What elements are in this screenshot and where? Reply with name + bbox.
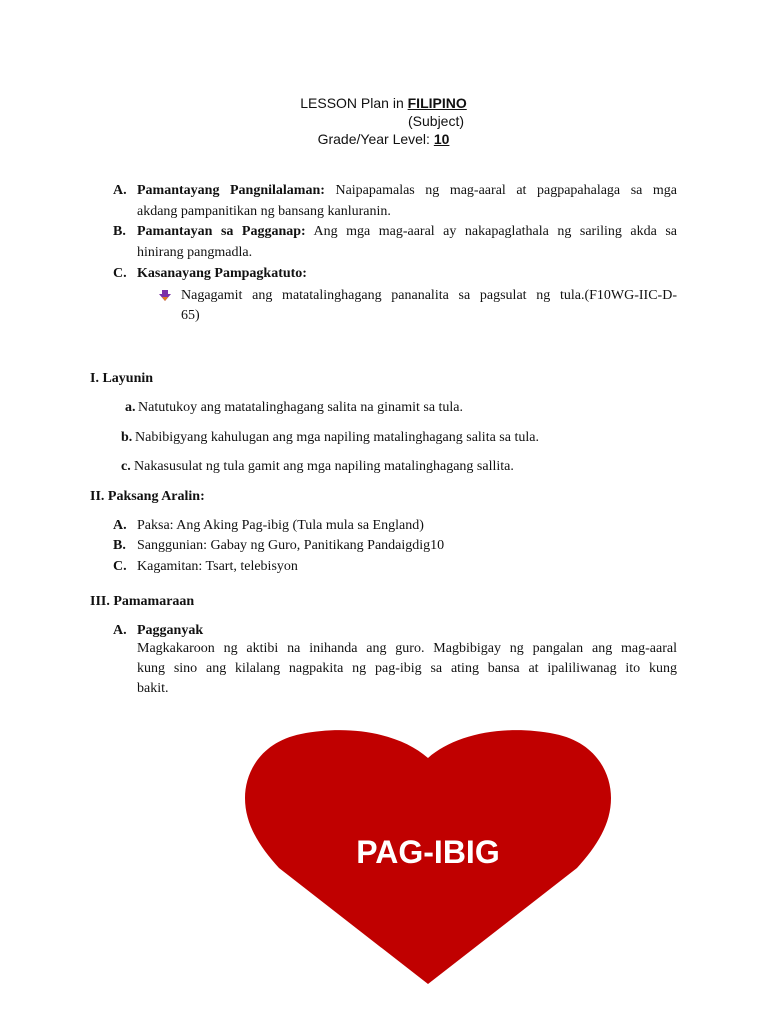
- pamamaraan-heading: III. Pamamaraan: [90, 594, 195, 609]
- standard-a-label: Pamantayang Pangnilalaman:: [137, 183, 325, 198]
- layunin-c-letter: c.: [121, 459, 131, 474]
- heart-label: PAG-IBIG: [356, 834, 500, 870]
- kagamitan-letter: C.: [113, 559, 127, 574]
- paksa-text: Paksa: Ang Aking Pag-ibig (Tula mula sa England): [137, 518, 424, 533]
- standard-b-label: Pamantayan sa Pagganap:: [137, 224, 306, 239]
- pagganyak-line1: Magkakaroon ng aktibi na inihanda ang guro. Magbibigay ng pangalan ang mag-aaral: [137, 641, 677, 656]
- pagganyak-letter: A.: [113, 623, 127, 638]
- competency-line2: 65): [181, 308, 200, 323]
- layunin-heading: I. Layunin: [90, 371, 154, 386]
- standard-b-text1: Ang mga mag-aaral ay nakapaglathala ng sariling akda sa: [313, 224, 678, 239]
- competency-line1: Nagagamit ang matatalinghagang pananalita sa pagsulat ng tula.(F10WG-IIC-D-: [181, 288, 677, 303]
- paksang-aralin-heading: II. Paksang Aralin:: [90, 489, 205, 504]
- kagamitan-text: Kagamitan: Tsart, telebisyon: [137, 559, 298, 574]
- layunin-a-letter: a.: [125, 400, 136, 415]
- sanggunian-letter: B.: [113, 538, 126, 553]
- pagganyak-line2: kung sino ang kilalang nagpakita ng pag-ibig sa ating bansa at ipaliliwanag ito kung: [137, 661, 677, 676]
- layunin-c-text: Nakasusulat ng tula gamit ang mga napiling matalinghagang sallita.: [134, 459, 514, 474]
- standard-b-line1: [137, 221, 677, 242]
- pagganyak-heading: Pagganyak: [137, 623, 204, 638]
- page-title: [0, 94, 768, 112]
- subject-note: (Subject): [408, 113, 465, 129]
- standard-b-letter: B.: [113, 224, 126, 239]
- arrow-bullet-icon: [158, 289, 172, 303]
- standard-c-letter: C.: [113, 266, 127, 281]
- standard-a-line1: [137, 180, 677, 201]
- standard-a-text1: Naipapamalas ng mag-aaral at pagpapahalaga sa mga: [335, 183, 677, 198]
- pagganyak-line3: bakit.: [137, 681, 169, 696]
- grade-prefix: Grade/Year Level:: [317, 131, 434, 147]
- layunin-a-text: Natutukoy ang matatalinghagang salita na ginamit sa tula.: [138, 400, 464, 415]
- layunin-b-text: Nabibigyang kahulugan ang mga napiling matalinghagang salita sa tula.: [135, 430, 539, 445]
- sanggunian-text: Sanggunian: Gabay ng Guro, Panitikang Pandaigdig10: [137, 538, 445, 553]
- grade-value: 10: [433, 131, 450, 147]
- paksa-letter: A.: [113, 518, 127, 533]
- standard-a-line2: akdang pampanitikan ng bansang kanluranin.: [137, 204, 391, 219]
- layunin-b-letter: b.: [121, 430, 133, 445]
- standard-a-letter: A.: [113, 183, 127, 198]
- subject-name: FILIPINO: [407, 95, 467, 111]
- grade-level: [0, 130, 768, 148]
- heart-graphic: [243, 728, 613, 984]
- title-prefix: LESSON Plan in: [300, 95, 408, 111]
- standard-c-label: Kasanayang Pampagkatuto:: [137, 266, 307, 281]
- standard-b-line2: hinirang pangmadla.: [137, 245, 253, 260]
